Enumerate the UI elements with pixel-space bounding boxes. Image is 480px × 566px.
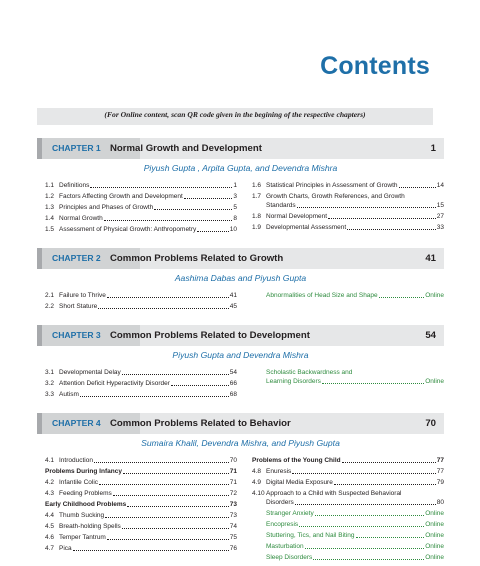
entry-number: 4.10 bbox=[252, 490, 265, 497]
entry-label: Temper Tantrum bbox=[59, 534, 106, 541]
entry-label: Encopresis bbox=[266, 521, 299, 528]
toc-entry-online[interactable] bbox=[266, 554, 444, 562]
entry-page: 14 bbox=[436, 182, 444, 189]
entry-page: 41 bbox=[229, 292, 237, 299]
entry-page: 74 bbox=[229, 523, 237, 530]
toc-entry-online[interactable] bbox=[266, 543, 444, 551]
toc-entry[interactable] bbox=[252, 490, 444, 498]
entry-number: 1.8 bbox=[252, 213, 262, 220]
toc-subheading[interactable] bbox=[45, 468, 237, 476]
entry-number: 4.2 bbox=[45, 479, 55, 486]
toc-entry-continued[interactable] bbox=[252, 499, 444, 507]
entry-label: Breath-holding Spells bbox=[59, 523, 121, 530]
page-title: Contents bbox=[320, 52, 430, 80]
online-note: (For Online content, scan QR code given in the begining of the respective chapters) bbox=[104, 110, 366, 119]
toc-entry[interactable] bbox=[45, 292, 237, 300]
entry-page: 70 bbox=[229, 457, 237, 464]
chapter-3-page: 54 bbox=[425, 330, 436, 341]
entry-label: Normal Growth bbox=[59, 215, 103, 222]
entry-page: 76 bbox=[229, 545, 237, 552]
entry-label: Introduction bbox=[59, 457, 93, 464]
toc-entry[interactable] bbox=[252, 182, 444, 190]
entry-label: Assessment of Physical Growth: Anthropometry bbox=[59, 226, 197, 233]
toc-entry[interactable] bbox=[252, 479, 444, 487]
entry-label: Growth Charts, Growth References, and Growth bbox=[266, 193, 405, 200]
entry-page: 68 bbox=[229, 391, 237, 398]
toc-entry[interactable] bbox=[45, 523, 237, 531]
entry-label: Enuresis bbox=[266, 468, 292, 475]
entry-page: 77 bbox=[436, 457, 444, 464]
toc-entry-online-continued[interactable] bbox=[266, 378, 444, 386]
entry-page: 75 bbox=[229, 534, 237, 541]
toc-entry[interactable] bbox=[45, 391, 237, 399]
entry-label: Approach to a Child with Suspected Behavioral bbox=[266, 490, 402, 497]
entry-page: 5 bbox=[233, 204, 237, 211]
toc-entry-online[interactable] bbox=[266, 510, 444, 518]
chapter-3-authors: Piyush Gupta and Devendra Mishra bbox=[172, 350, 309, 360]
toc-entry[interactable] bbox=[45, 204, 237, 212]
entry-page: 27 bbox=[436, 213, 444, 220]
entry-number: 3.2 bbox=[45, 380, 55, 387]
entry-number: 1.1 bbox=[45, 182, 55, 189]
entry-number: 3.3 bbox=[45, 391, 55, 398]
entry-label: Thumb Sucking bbox=[59, 512, 105, 519]
entry-label: Scholastic Backwardness and bbox=[266, 369, 353, 376]
entry-page: 71 bbox=[229, 479, 237, 486]
toc-entry[interactable] bbox=[252, 213, 444, 221]
toc-entry[interactable] bbox=[45, 215, 237, 223]
entry-page: Online bbox=[425, 554, 444, 561]
toc-entry[interactable] bbox=[252, 468, 444, 476]
chapter-2-authors: Aashima Dabas and Piyush Gupta bbox=[174, 273, 307, 283]
chapter-2-page: 41 bbox=[425, 253, 436, 264]
entry-number: 4.1 bbox=[45, 457, 55, 464]
entry-number: 4.5 bbox=[45, 523, 55, 530]
entry-page: 66 bbox=[229, 380, 237, 387]
toc-entry[interactable] bbox=[45, 369, 237, 377]
chapter-3-label: CHAPTER 3 bbox=[42, 325, 140, 346]
entry-page: 45 bbox=[229, 303, 237, 310]
entry-number: 1.5 bbox=[45, 226, 55, 233]
entry-number: 3.1 bbox=[45, 369, 55, 376]
entry-label: Infantile Colic bbox=[59, 479, 99, 486]
entry-number: 4.3 bbox=[45, 490, 55, 497]
entry-page: 77 bbox=[436, 468, 444, 475]
entry-label: Abnormalities of Head Size and Shape bbox=[266, 292, 378, 299]
chapter-4-label: CHAPTER 4 bbox=[42, 413, 140, 434]
toc-entry[interactable] bbox=[45, 457, 237, 465]
entry-label: Definitions bbox=[59, 182, 90, 189]
entry-page: 80 bbox=[436, 499, 444, 506]
entry-page: Online bbox=[425, 532, 444, 539]
toc-entry[interactable] bbox=[45, 512, 237, 520]
chapter-3-header[interactable] bbox=[37, 325, 444, 346]
entry-page: 15 bbox=[436, 202, 444, 209]
entry-page: 54 bbox=[229, 369, 237, 376]
entry-label: Masturbation bbox=[266, 543, 304, 550]
chapter-2-header[interactable] bbox=[37, 248, 444, 269]
entry-number: 4.6 bbox=[45, 534, 55, 541]
toc-subheading[interactable] bbox=[45, 501, 237, 509]
entry-page: 3 bbox=[233, 193, 237, 200]
entry-label: Autism bbox=[59, 391, 79, 398]
toc-entry-online[interactable] bbox=[266, 369, 444, 377]
entry-label: Sleep Disorders bbox=[266, 554, 313, 561]
entry-page: 73 bbox=[229, 501, 237, 508]
toc-entry[interactable] bbox=[45, 380, 237, 388]
entry-page: Online bbox=[425, 510, 444, 517]
entry-number: 1.6 bbox=[252, 182, 262, 189]
entry-label: Digital Media Exposure bbox=[266, 479, 333, 486]
entry-label-continued: Standards bbox=[266, 202, 296, 209]
entry-label: Factors Affecting Growth and Development bbox=[59, 193, 183, 200]
entry-number: 2.1 bbox=[45, 292, 55, 299]
toc-entry[interactable] bbox=[45, 303, 237, 311]
entry-page: 79 bbox=[436, 479, 444, 486]
toc-subheading[interactable] bbox=[252, 457, 444, 465]
entry-page: Online bbox=[425, 378, 444, 385]
entry-number: 4.9 bbox=[252, 479, 262, 486]
entry-number: 1.2 bbox=[45, 193, 55, 200]
entry-label: Developmental Assessment bbox=[266, 224, 347, 231]
chapter-4-page: 70 bbox=[425, 418, 436, 429]
toc-entry[interactable] bbox=[45, 479, 237, 487]
chapter-3-title: Common Problems Related to Development bbox=[110, 330, 310, 341]
entry-page: 72 bbox=[229, 490, 237, 497]
entry-page: 8 bbox=[233, 215, 237, 222]
entry-page: 73 bbox=[229, 512, 237, 519]
toc-entry-online[interactable] bbox=[266, 292, 444, 300]
toc-entry[interactable] bbox=[45, 545, 237, 553]
toc-entry[interactable] bbox=[45, 182, 237, 190]
entry-page: Online bbox=[425, 543, 444, 550]
entry-label-continued: Learning Disorders bbox=[266, 378, 321, 385]
chapter-4-title: Common Problems Related to Behavior bbox=[110, 418, 291, 429]
toc-entry[interactable] bbox=[45, 193, 237, 201]
entry-number: 4.7 bbox=[45, 545, 55, 552]
entry-label: Normal Development bbox=[266, 213, 328, 220]
toc-entry-online[interactable] bbox=[266, 521, 444, 529]
entry-label: Stuttering, Tics, and Nail Biting bbox=[266, 532, 355, 539]
entry-label: Pica bbox=[59, 545, 72, 552]
entry-number: 1.3 bbox=[45, 204, 55, 211]
entry-page: Online bbox=[425, 521, 444, 528]
toc-entry[interactable] bbox=[252, 193, 444, 201]
entry-label: Early Childhood Problems bbox=[45, 501, 127, 508]
chapter-1-authors: Piyush Gupta , Arpita Gupta, and Devendra Mishra bbox=[143, 163, 338, 173]
entry-page: 33 bbox=[436, 224, 444, 231]
entry-page: Online bbox=[425, 292, 444, 299]
entry-label: Statistical Principles in Assessment of Growth bbox=[266, 182, 398, 189]
toc-entry[interactable] bbox=[252, 224, 444, 232]
toc-entry[interactable] bbox=[45, 534, 237, 542]
chapter-1-page: 1 bbox=[430, 143, 436, 154]
entry-number: 4.4 bbox=[45, 512, 55, 519]
entry-page: 1 bbox=[233, 182, 237, 189]
entry-page: 10 bbox=[229, 226, 237, 233]
entry-label: Feeding Problems bbox=[59, 490, 112, 497]
entry-label: Failure to Thrive bbox=[59, 292, 106, 299]
entry-label: Short Stature bbox=[59, 303, 98, 310]
toc-entry-continued[interactable] bbox=[252, 202, 444, 210]
entry-label: Problems During Infancy bbox=[45, 468, 122, 475]
toc-entry[interactable] bbox=[45, 226, 237, 234]
chapter-1-label: CHAPTER 1 bbox=[42, 138, 140, 159]
entry-label: Principles and Phases of Growth bbox=[59, 204, 154, 211]
entry-number: 1.4 bbox=[45, 215, 55, 222]
entry-label: Developmental Delay bbox=[59, 369, 121, 376]
toc-entry[interactable] bbox=[45, 490, 237, 498]
entry-number: 4.8 bbox=[252, 468, 262, 475]
toc-entry-online[interactable] bbox=[266, 532, 444, 540]
entry-label: Problems of the Young Child bbox=[252, 457, 341, 464]
entry-page: 71 bbox=[229, 468, 237, 475]
entry-number: 1.9 bbox=[252, 224, 262, 231]
entry-label-continued: Disorders bbox=[266, 499, 294, 506]
chapter-2-title: Common Problems Related to Growth bbox=[110, 253, 284, 264]
entry-number: 2.2 bbox=[45, 303, 55, 310]
entry-number: 1.7 bbox=[252, 193, 262, 200]
chapter-4-authors: Sumaira Khalil, Devendra Mishra, and Piyush Gupta bbox=[141, 438, 340, 448]
entry-label: Attention Deficit Hyperactivity Disorder bbox=[59, 380, 170, 387]
chapter-2-label: CHAPTER 2 bbox=[42, 248, 140, 269]
entry-label: Stranger Anxiety bbox=[266, 510, 314, 517]
chapter-1-title: Normal Growth and Development bbox=[110, 143, 262, 154]
chapter-4-header[interactable] bbox=[37, 413, 444, 434]
chapter-1-header[interactable] bbox=[37, 138, 444, 159]
